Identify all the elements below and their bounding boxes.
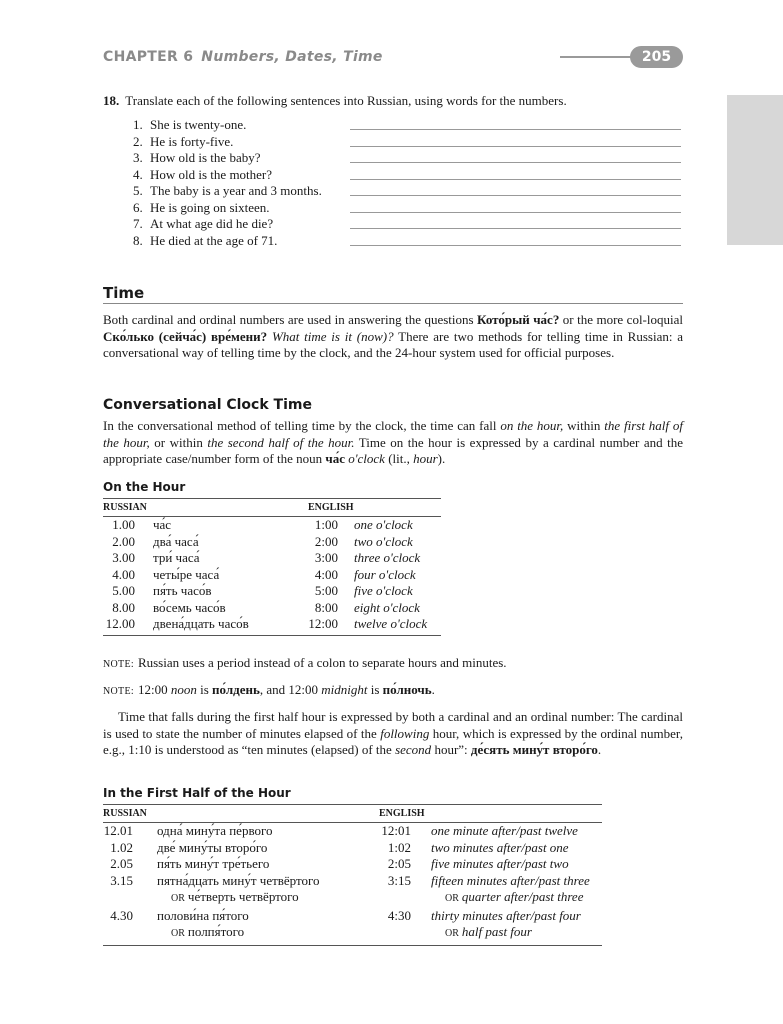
item-text: He is going on sixteen. <box>150 199 270 215</box>
item-number: 1. <box>133 117 143 132</box>
col-header-english: ENGLISH <box>379 805 602 823</box>
table-row-alternative: OR полпя́того OR half past four <box>103 924 602 945</box>
running-header <box>103 49 383 65</box>
section-heading-conversational: Conversational Clock Time <box>103 397 312 413</box>
table-row: 4.00 четы́ре часа́ 4:00 four o'clock <box>112 566 416 582</box>
table-row: 1.02 две́ мину́ты второ́го 1:02 two minutes after/past one <box>110 839 569 855</box>
answer-line[interactable] <box>350 228 681 229</box>
item-text: At what age did he die? <box>150 216 274 231</box>
exercise-item <box>133 167 681 184</box>
table-row: 12.00 двена́дцать часо́в 12:00 twelve o'clock <box>103 616 441 635</box>
conversational-paragraph: In the conversational method of telling time by the clock, the time can fall on the hour, within the first half of the hour, or within the second half of the hour. Time on the hour is expressed by a cardinal number and the appropriate case/number form of the noun ча́с o'clock (lit., hour). <box>103 418 683 466</box>
first-half-paragraph: Time that falls during the first half hour is expressed by both a cardinal and an ordinal number: The cardinal is used to state the number of minutes elapsed of the following hour, which is expressed by the ordinal number, e.g., 1:10 is understood as “ten minutes (elapsed) of the second hour”: де́сять мину́т второ́го. <box>103 709 683 757</box>
table-row: 3.15 пятна́дцать мину́т четвёртого 3:15 fifteen minutes after/past three <box>110 872 590 888</box>
item-number: 8. <box>133 232 143 248</box>
exercise-item <box>133 150 681 167</box>
exercise-heading <box>103 93 567 109</box>
table-header-row <box>103 805 602 823</box>
exercise-instruction: Translate each of the following sentences into Russian, using words for the numbers. <box>125 93 567 108</box>
table-header-row <box>103 499 441 517</box>
subheading-on-the-hour: On the Hour <box>103 480 186 494</box>
answer-line[interactable] <box>350 212 681 213</box>
section-rule <box>103 303 683 304</box>
on-the-hour-table <box>103 498 441 636</box>
exercise-item <box>133 200 681 217</box>
table-row-alternative: OR че́тверть четвёртого OR quarter after/past three <box>171 889 584 904</box>
item-number: 7. <box>133 216 143 231</box>
exercise-number: 18. <box>103 93 120 108</box>
item-number: 6. <box>133 199 143 215</box>
item-text: How old is the mother? <box>150 166 273 182</box>
col-header-english: ENGLISH <box>308 499 441 517</box>
exercise-item <box>133 134 681 151</box>
header-rule <box>560 56 640 58</box>
item-number: 3. <box>133 150 143 165</box>
item-number: 2. <box>133 133 143 149</box>
item-number: 4. <box>133 166 143 182</box>
table-row: 12.01 одна́ мину́та пе́рвого 12:01 one minute after/past twelve <box>103 823 578 838</box>
exercise-item <box>133 183 681 200</box>
page-number-badge: 205 <box>630 46 683 68</box>
first-half-table <box>103 804 602 946</box>
answer-line[interactable] <box>350 146 681 147</box>
exercise-item <box>133 216 681 233</box>
item-text: He is forty-five. <box>150 133 234 149</box>
table-row: 1.00 ча́с 1:00 one o'clock <box>112 517 413 532</box>
table-row: 2.00 два́ часа́ 2:00 two o'clock <box>112 533 413 549</box>
time-intro-paragraph: Both cardinal and ordinal numbers are used in answering the questions Кото́рый ча́с? or the more col-loquial Ско́лько (сейча́с) вре́мени? What time is it (now)? There are two methods for telling time in Russian: a conversational way of telling time by the clock, and the 24-hour system used for official purposes. <box>103 312 683 360</box>
answer-line[interactable] <box>350 245 681 246</box>
exercise-item <box>133 233 681 250</box>
note-noon-midnight: NOTE: 12:00 noon is по́лдень, and 12:00 midnight is по́лночь. <box>103 682 435 697</box>
answer-line[interactable] <box>350 179 681 180</box>
item-number: 5. <box>133 183 143 198</box>
exercise-item <box>133 117 681 134</box>
item-text: She is twenty-one. <box>150 117 247 132</box>
chapter-title: Numbers, Dates, Time <box>201 49 383 65</box>
item-text: How old is the baby? <box>150 150 261 165</box>
col-header-russian: RUSSIAN <box>103 805 379 823</box>
thumb-tab <box>727 95 783 245</box>
col-header-russian: RUSSIAN <box>103 499 308 517</box>
answer-line[interactable] <box>350 129 681 130</box>
table-row: 2.05 пя́ть мину́т тре́тьего 2:05 five minutes after/past two <box>110 856 569 871</box>
item-text: The baby is a year and 3 months. <box>150 183 322 198</box>
subheading-first-half: In the First Half of the Hour <box>103 786 291 800</box>
answer-line[interactable] <box>350 162 681 163</box>
chapter-label: CHAPTER 6 <box>103 49 194 65</box>
table-row: 3.00 три́ часа́ 3:00 three o'clock <box>112 550 421 565</box>
item-text: He died at the age of 71. <box>150 232 278 248</box>
answer-line[interactable] <box>350 195 681 196</box>
table-row: 5.00 пя́ть часо́в 5:00 five o'clock <box>112 583 413 598</box>
table-row: 4.30 полови́на пя́того 4:30 thirty minutes after/past four <box>110 907 581 923</box>
section-heading-time: Time <box>103 284 145 302</box>
exercise-list <box>133 117 681 249</box>
note-period: NOTE: Russian uses a period instead of a colon to separate hours and minutes. <box>103 655 507 670</box>
table-row: 8.00 во́семь часо́в 8:00 eight o'clock <box>112 599 420 615</box>
